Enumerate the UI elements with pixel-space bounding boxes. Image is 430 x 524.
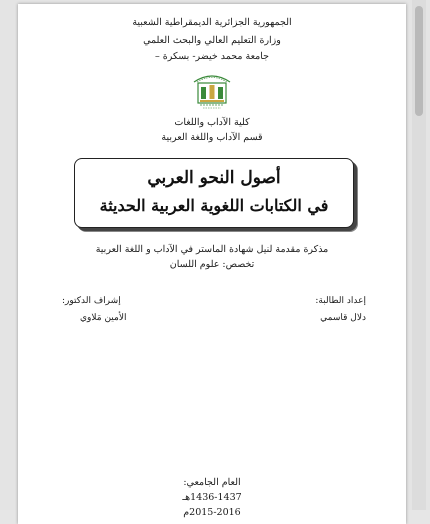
vertical-scrollbar[interactable]	[412, 0, 426, 510]
academic-year-gregorian: 2015-2016م	[183, 507, 241, 518]
faculty-name: كلية الآداب واللغات	[174, 117, 250, 128]
ministry-line: وزارة التعليم العالي والبحث العلمي	[143, 35, 281, 46]
scrollbar-thumb[interactable]	[415, 6, 423, 116]
academic-year-label: العام الجامعي:	[183, 477, 241, 488]
republic-line: الجمهورية الجزائرية الديمقراطية الشعبية	[132, 17, 292, 28]
thesis-title-line-1: أصول النحو العربي	[147, 168, 281, 188]
student-name: دلال قاسمي	[320, 313, 366, 323]
university-line: جامعة محمد خيضر- بسكرة –	[154, 51, 270, 62]
supervisor-label: إشراف الدكتور:	[62, 296, 121, 306]
department-name: قسم الآداب واللغة العربية	[161, 132, 263, 143]
student-label: إعداد الطالبة:	[315, 296, 366, 306]
academic-year-hijri: 1436-1437هـ	[182, 492, 242, 503]
document-page	[18, 4, 406, 524]
supervisor-name: الأمين مَلاوي	[80, 313, 127, 323]
thesis-title-line-2: في الكتابات اللغوية العربية الحديثة	[99, 196, 329, 215]
university-logo-icon	[188, 68, 236, 110]
thesis-title-box	[74, 158, 354, 228]
thesis-description: مذكرة مقدمة لنيل شهادة الماستر في الآداب و اللغة العربية	[95, 244, 329, 255]
thesis-specialty: تخصص: علوم اللسان	[169, 259, 255, 270]
